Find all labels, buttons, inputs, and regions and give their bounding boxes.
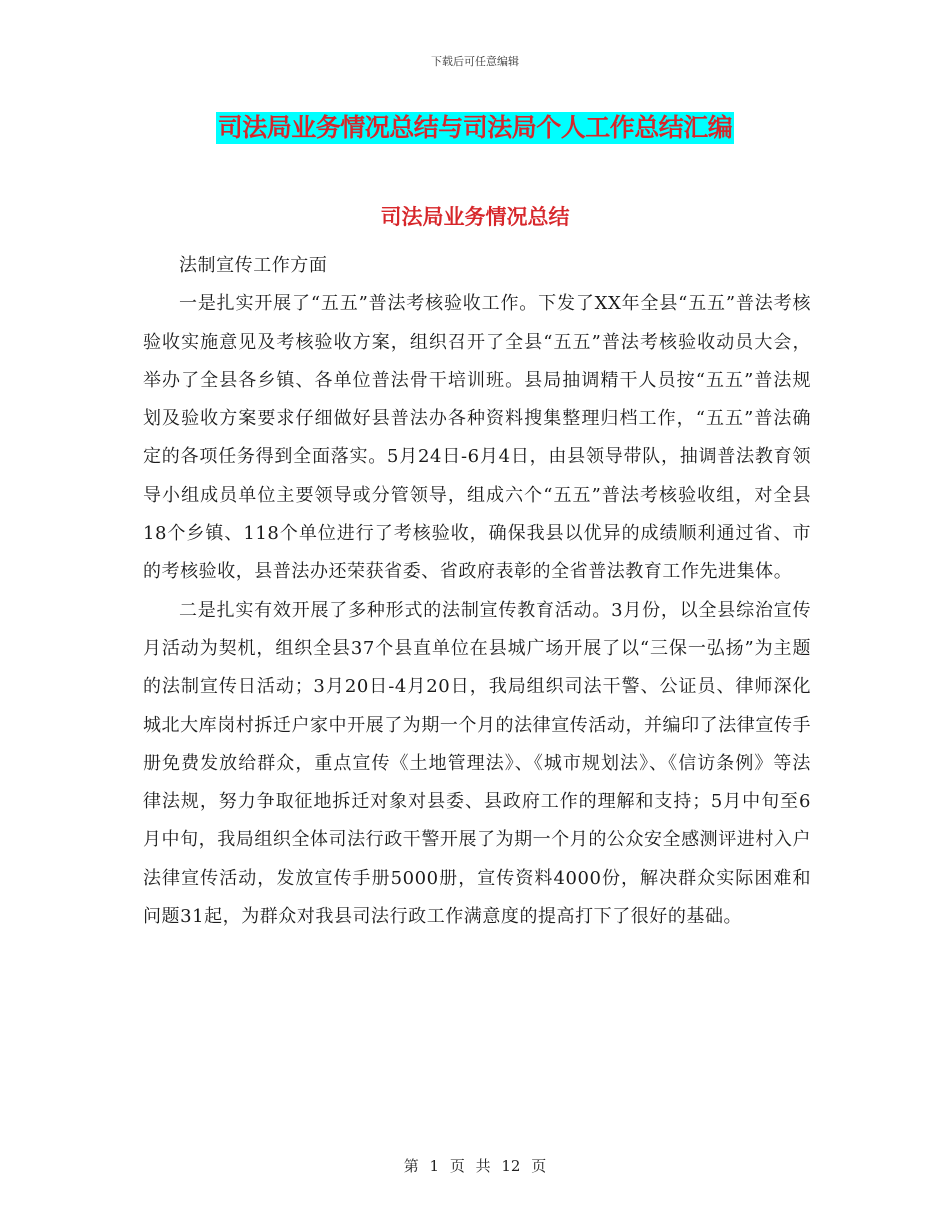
paragraph-heading: 法制宣传工作方面 bbox=[179, 255, 328, 276]
document-main-title: 司法局业务情况总结与司法局个人工作总结汇编 bbox=[217, 113, 733, 142]
section-title: 司法局业务情况总结 bbox=[380, 205, 570, 229]
paragraph: 一是扎实开展了“五五”普法考核验收工作。下发了XX年全县“五五”普法考核验收实施意见及考核验收方案，组织召开了全县“五五”普法考核验收动员大会，举办了全县各乡镇、各单位普法骨干培训班。县局抽调精干人员按“五五”普法规划及验收方案要求仔细做好县普法办各种资料搜集整理归档工作，“五五”普法确定的各项任务得到全面落实。5月24日-6月4日，由县领导带队，抽调普法教育领导小组成员单位主要领导或分管领导，组成六个“五五”普法考核验收组，对全县18个乡镇、118个单位进行了考核验收，确保我县以优异的成绩顺利通过省、市的考核验收，县普法办还荣获省委、省政府表彰的全省普法教育工作先进集体。 bbox=[143, 293, 811, 583]
main-title-container bbox=[0, 112, 950, 144]
page-header-note: 下载后可任意编辑 bbox=[431, 55, 519, 68]
paragraph: 二是扎实有效开展了多种形式的法制宣传教育活动。3月份，以全县综治宣传月活动为契机，组织全县37个县直单位在县城广场开展了以“三保一弘扬”为主题的法制宣传日活动；3月20日-4月20日，我局组织司法干警、公证员、律师深化城北大库岗村拆迁户家中开展了为期一个月的法律宣传活动，并编印了法律宣传手册免费发放给群众，重点宣传《土地管理法》、《城市规划法》、《信访条例》等法律法规，努力争取征地拆迁对象对县委、县政府工作的理解和支持；5月中旬至6月中旬，我局组织全体司法行政干警开展了为期一个月的公众安全感测评进村入户法律宣传活动，发放宣传手册5000册，宣传资料4000份，解决群众实际困难和问题31起，为群众对我县司法行政工作满意度的提高打下了很好的基础。 bbox=[143, 599, 811, 928]
page-number-footer: 第 1 页 共 12 页 bbox=[403, 1157, 547, 1175]
document-body bbox=[143, 247, 811, 936]
